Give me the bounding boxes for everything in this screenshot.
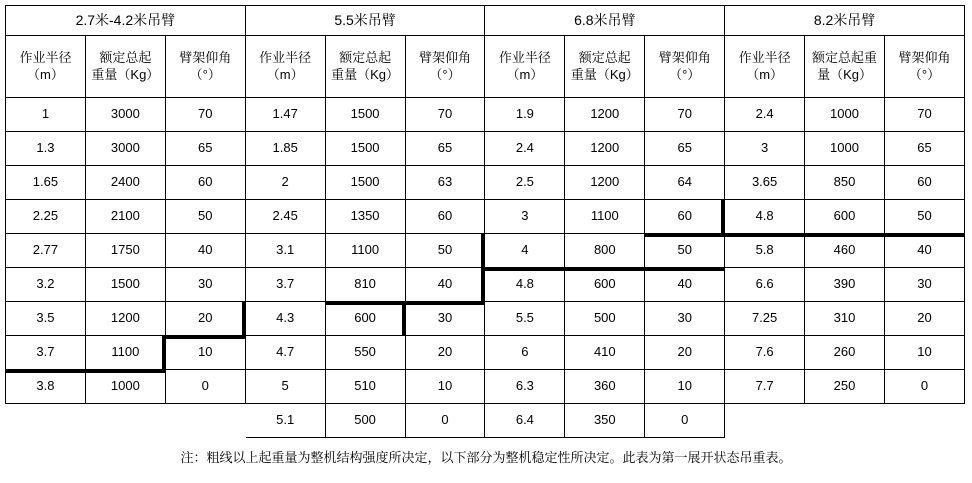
cell-radius: 6.6 (725, 268, 805, 302)
cell-load: 3000 (85, 98, 165, 132)
cell-radius: 2.4 (725, 98, 805, 132)
cell-angle: 50 (645, 234, 725, 268)
cell-load: 1000 (805, 132, 885, 166)
col-header-radius-g2 (245, 36, 325, 98)
col-header-angle-line2: （°） (908, 66, 941, 82)
col-header-load-line1: 额定总起 (339, 49, 392, 65)
cell-radius: 5.1 (245, 404, 325, 438)
col-header-angle-line2: （°） (189, 66, 221, 82)
cell-angle: 70 (645, 98, 725, 132)
cell-load: 350 (565, 404, 645, 438)
table-group-header-row (6, 6, 965, 36)
cell-empty (6, 404, 86, 438)
cell-radius: 3.65 (725, 166, 805, 200)
cell-radius: 7.7 (725, 370, 805, 404)
cell-load: 550 (325, 336, 405, 370)
table-row (6, 98, 965, 132)
cell-radius: 4 (485, 234, 565, 268)
table-row (6, 336, 965, 370)
col-header-radius-line1: 作业半径 (259, 49, 312, 65)
cell-load: 1500 (325, 132, 405, 166)
cell-angle: 50 (165, 200, 245, 234)
cell-load: 1000 (85, 370, 165, 404)
cell-radius: 3.1 (245, 234, 325, 268)
cell-radius: 6.4 (485, 404, 565, 438)
cell-radius: 3 (485, 200, 565, 234)
col-header-angle-g1 (165, 36, 245, 98)
cell-load: 1500 (325, 166, 405, 200)
cell-radius: 2.45 (245, 200, 325, 234)
cell-angle: 64 (645, 166, 725, 200)
col-header-load-g2 (325, 36, 405, 98)
cell-radius: 6 (485, 336, 565, 370)
cell-angle: 50 (884, 200, 964, 234)
cell-angle: 0 (884, 370, 964, 404)
cell-angle: 10 (884, 336, 964, 370)
cell-load: 1350 (325, 200, 405, 234)
cell-angle: 40 (405, 268, 485, 302)
cell-load: 1500 (325, 98, 405, 132)
cell-radius: 1.47 (245, 98, 325, 132)
cell-empty (165, 404, 245, 438)
col-header-load-line1: 额定总起 (578, 49, 631, 65)
cell-angle: 60 (405, 200, 485, 234)
cell-radius: 1.9 (485, 98, 565, 132)
col-header-radius-line1: 作业半径 (498, 49, 551, 65)
col-header-radius-line2: （m） (27, 66, 64, 82)
cell-angle: 60 (884, 166, 964, 200)
cell-radius: 1 (6, 98, 86, 132)
cell-radius: 7.6 (725, 336, 805, 370)
cell-angle: 63 (405, 166, 485, 200)
table-row (6, 370, 965, 404)
crane-load-table (5, 5, 965, 438)
cell-load: 500 (565, 302, 645, 336)
cell-radius: 4.8 (485, 268, 565, 302)
col-header-radius-line1: 作业半径 (19, 49, 72, 65)
cell-radius: 3.2 (6, 268, 86, 302)
col-header-angle-line2: （°） (429, 66, 461, 82)
cell-angle: 0 (645, 404, 725, 438)
cell-radius: 5.8 (725, 234, 805, 268)
col-header-load-line2: 量（Kg） (817, 66, 872, 82)
cell-angle: 70 (884, 98, 964, 132)
cell-empty (884, 404, 964, 438)
col-header-radius-g4 (725, 36, 805, 98)
col-header-angle-line1: 臂架仰角 (898, 49, 951, 65)
cell-radius: 2 (245, 166, 325, 200)
cell-angle: 70 (165, 98, 245, 132)
cell-angle: 70 (405, 98, 485, 132)
cell-load: 260 (805, 336, 885, 370)
group-header-boom-6_8: 6.8米吊臂 (485, 6, 725, 36)
cell-radius: 5.5 (485, 302, 565, 336)
cell-load: 1200 (85, 302, 165, 336)
group-header-boom-2_7-4_2: 2.7米-4.2米吊臂 (6, 6, 246, 36)
cell-radius: 2.5 (485, 166, 565, 200)
cell-empty (85, 404, 165, 438)
cell-angle: 65 (884, 132, 964, 166)
cell-angle: 60 (645, 200, 725, 234)
col-header-load-line2: 重量（Kg） (570, 66, 639, 82)
cell-angle: 65 (165, 132, 245, 166)
cell-load: 410 (565, 336, 645, 370)
cell-load: 360 (565, 370, 645, 404)
cell-angle: 40 (165, 234, 245, 268)
table-column-header-row (6, 36, 965, 98)
cell-angle: 10 (165, 336, 245, 370)
col-header-radius-line2: （m） (266, 66, 304, 82)
cell-radius: 4.8 (725, 200, 805, 234)
cell-load: 1000 (805, 98, 885, 132)
cell-angle: 65 (645, 132, 725, 166)
col-header-angle-g4 (884, 36, 964, 98)
col-header-radius-line1: 作业半径 (738, 49, 791, 65)
cell-load: 850 (805, 166, 885, 200)
cell-radius: 2.25 (6, 200, 86, 234)
table-row (6, 132, 965, 166)
col-header-radius-line2: （m） (506, 66, 544, 82)
cell-radius: 2.77 (6, 234, 86, 268)
cell-load: 1500 (85, 268, 165, 302)
cell-radius: 3.7 (6, 336, 86, 370)
col-header-angle-line1: 臂架仰角 (418, 49, 471, 65)
cell-load: 2400 (85, 166, 165, 200)
cell-radius: 4.7 (245, 336, 325, 370)
cell-load: 810 (325, 268, 405, 302)
cell-angle: 40 (645, 268, 725, 302)
col-header-angle-g3 (645, 36, 725, 98)
table-row (6, 404, 965, 438)
cell-angle: 0 (165, 370, 245, 404)
col-header-radius-g3 (485, 36, 565, 98)
group-header-boom-8_2: 8.2米吊臂 (725, 6, 965, 36)
cell-empty (725, 404, 805, 438)
table-row (6, 166, 965, 200)
cell-load: 2100 (85, 200, 165, 234)
cell-load: 600 (565, 268, 645, 302)
table-row (6, 200, 965, 234)
table-footnote: 注：粗线以上起重量为整机结构强度所决定，以下部分为整机稳定性所决定。此表为第一展开状态吊重表。 (180, 450, 792, 465)
cell-load: 1100 (325, 234, 405, 268)
cell-load: 1200 (565, 166, 645, 200)
table-row (6, 302, 965, 336)
cell-load: 1100 (85, 336, 165, 370)
cell-angle: 10 (645, 370, 725, 404)
cell-radius: 7.25 (725, 302, 805, 336)
cell-angle: 20 (884, 302, 964, 336)
col-header-radius-line2: （m） (746, 66, 784, 82)
col-header-load-line1: 额定总起重 (812, 49, 878, 65)
col-header-load-line2: 重量（Kg） (91, 66, 160, 82)
cell-load: 1750 (85, 234, 165, 268)
cell-radius: 1.3 (6, 132, 86, 166)
cell-angle: 50 (405, 234, 485, 268)
cell-load: 310 (805, 302, 885, 336)
cell-radius: 3.7 (245, 268, 325, 302)
cell-load: 3000 (85, 132, 165, 166)
col-header-load-g1 (85, 36, 165, 98)
cell-angle: 10 (405, 370, 485, 404)
cell-radius: 2.4 (485, 132, 565, 166)
cell-load: 600 (325, 302, 405, 336)
cell-load: 390 (805, 268, 885, 302)
cell-load: 1200 (565, 132, 645, 166)
cell-angle: 60 (165, 166, 245, 200)
cell-angle: 30 (645, 302, 725, 336)
cell-load: 510 (325, 370, 405, 404)
cell-angle: 20 (405, 336, 485, 370)
cell-radius: 5 (245, 370, 325, 404)
col-header-load-line2: 重量（Kg） (331, 66, 400, 82)
cell-radius: 1.65 (6, 166, 86, 200)
cell-load: 800 (565, 234, 645, 268)
cell-load: 1200 (565, 98, 645, 132)
cell-load: 460 (805, 234, 885, 268)
cell-load: 250 (805, 370, 885, 404)
cell-radius: 3 (725, 132, 805, 166)
col-header-angle-g2 (405, 36, 485, 98)
col-header-angle-line2: （°） (669, 66, 701, 82)
cell-angle: 0 (405, 404, 485, 438)
table-row (6, 268, 965, 302)
cell-angle: 20 (645, 336, 725, 370)
group-header-boom-5_5: 5.5米吊臂 (245, 6, 485, 36)
cell-radius: 1.85 (245, 132, 325, 166)
cell-angle: 30 (405, 302, 485, 336)
cell-load: 500 (325, 404, 405, 438)
table-row (6, 234, 965, 268)
cell-angle: 65 (405, 132, 485, 166)
cell-angle: 30 (165, 268, 245, 302)
cell-radius: 3.8 (6, 370, 86, 404)
col-header-load-g4 (805, 36, 885, 98)
cell-radius: 4.3 (245, 302, 325, 336)
cell-angle: 20 (165, 302, 245, 336)
col-header-radius-g1 (6, 36, 86, 98)
cell-radius: 6.3 (485, 370, 565, 404)
col-header-load-line1: 额定总起 (99, 49, 152, 65)
cell-load: 600 (805, 200, 885, 234)
col-header-load-g3 (565, 36, 645, 98)
cell-angle: 40 (884, 234, 964, 268)
cell-angle: 30 (884, 268, 964, 302)
cell-radius: 3.5 (6, 302, 86, 336)
col-header-angle-line1: 臂架仰角 (179, 49, 232, 65)
col-header-angle-line1: 臂架仰角 (658, 49, 711, 65)
crane-load-chart-sheet (0, 5, 972, 483)
cell-empty (805, 404, 885, 438)
cell-load: 1100 (565, 200, 645, 234)
